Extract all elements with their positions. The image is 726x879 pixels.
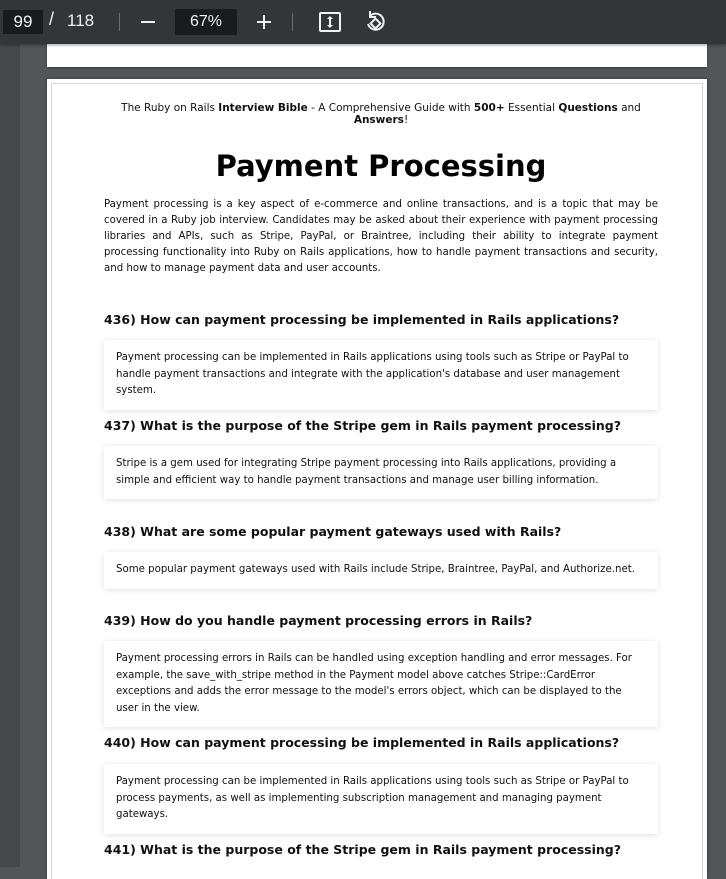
fit-page-icon [318,12,342,32]
answer-box: Payment processing can be implemented in Rails applications using tools such as Stripe or PayPal to process payments, as well as implementing subscription management and managing payment gateways. [104,764,658,834]
answer-box: Some popular payment gateways used with Rails include Stripe, Braintree, PayPal, and Authorize.net. [104,552,658,589]
question-heading: 437) What is the purpose of the Stripe gem in Rails payment processing? [104,418,621,433]
toolbar-divider [119,13,120,31]
previous-page-bottom [47,44,707,67]
fit-to-page-button[interactable] [316,8,344,36]
zoom-out-button[interactable] [134,8,162,36]
page-separator: / [49,9,55,29]
rotate-icon [363,10,387,34]
running-header: The Ruby on Rails Interview Bible - A Comprehensive Guide with 500+ Essential Questions and Answers! [121,102,641,126]
answer-box: Payment processing errors in Rails can be handled using exception handling and error messages. For example, the save_with_stripe method in the Payment model above catches Stripe::CardError exceptions and adds the error message to the model's errors object, which can be displayed to the user in the view. [104,641,658,727]
question-heading: 438) What are some popular payment gateways used with Rails? [104,524,562,539]
question-heading: 436) How can payment processing be implemented in Rails applications? [104,312,620,327]
pdf-page [47,79,707,879]
minus-icon [140,14,156,30]
pdf-toolbar [0,0,726,44]
page-total: 118 [67,11,95,30]
question-heading: 441) What is the purpose of the Stripe gem in Rails payment processing? [104,842,621,857]
toolbar-divider [292,13,293,31]
zoom-in-button[interactable] [250,8,278,36]
page-title: Payment Processing [215,149,547,183]
answer-box: Payment processing can be implemented in Rails applications using tools such as Stripe or PayPal to handle payment transactions and integrate with the application's database and user management system. [104,340,658,410]
rotate-button[interactable] [361,8,389,36]
page-number-input[interactable]: 99 [3,10,43,34]
zoom-level-input[interactable]: 67% [175,9,237,35]
viewport-left-edge [0,44,20,867]
intro-paragraph: Payment processing is a key aspect of e-commerce and online transactions, and is a topic that may be covered in a Ruby job interview. Candidates may be asked about their experience with payment processing libraries and APIs, such as Stripe, PayPal, or Braintree, including their ability to integrate payment processing functionality into Ruby on Rails applications, how to handle payment transactions and security, and how to manage payment data and user accounts. [104,199,658,274]
answer-box: Stripe is a gem used for integrating Stripe payment processing into Rails applications, providing a simple and efficient way to handle payment transactions and manage user billing information. [104,446,658,499]
question-heading: 440) How can payment processing be implemented in Rails applications? [104,735,620,750]
question-heading: 439) How do you handle payment processing errors in Rails? [104,613,533,628]
plus-icon [256,14,272,30]
